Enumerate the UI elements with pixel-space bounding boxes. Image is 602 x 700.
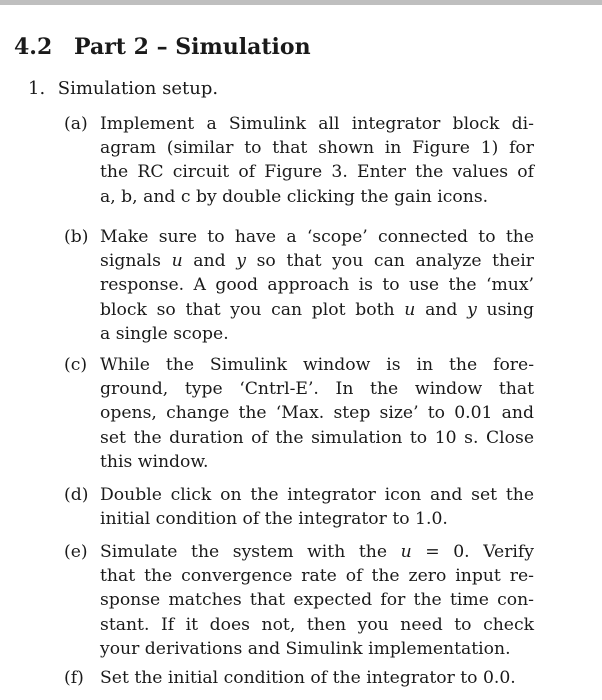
text-line: [100, 588, 534, 612]
text-segment: = 0. Verify: [411, 542, 534, 562]
item-marker: (e): [64, 542, 88, 562]
text-line: [100, 322, 534, 346]
list-item-e: [64, 540, 534, 661]
text-line: [100, 564, 534, 588]
math-variable: y: [236, 251, 246, 272]
text-segment: agram (similar to that shown in Figure 1) for: [100, 138, 534, 159]
item-marker: (f): [64, 668, 84, 688]
section-heading: [14, 34, 311, 60]
text-segment: response. A good approach is to use the ‘mux’: [100, 275, 534, 296]
section-number: 4.2: [14, 34, 53, 60]
text-line: [100, 483, 534, 507]
math-variable: u: [171, 251, 183, 272]
text-segment: opens, change the ‘Max. step size’ to 0.01 and: [100, 403, 534, 424]
text-line: [100, 249, 534, 273]
text-segment: sponse matches that expected for the time con-: [100, 590, 534, 611]
list-item-c: [64, 353, 534, 474]
list-item-a: [64, 112, 534, 209]
math-variable: y: [467, 299, 477, 320]
text-segment: signals: [100, 251, 172, 272]
text-segment: set the duration of the simulation to 10 s. Close: [100, 427, 534, 448]
text-segment: block so that you can plot both: [100, 299, 405, 320]
text-line: [100, 401, 534, 425]
text-segment: While the Simulink window is in the fore-: [100, 355, 534, 375]
text-line: [100, 112, 534, 136]
math-variable: u: [404, 299, 416, 320]
task-title: Simulation setup.: [57, 78, 219, 99]
text-segment: that the convergence rate of the zero input re-: [100, 566, 534, 587]
text-segment: Make sure to have a ‘scope’ connected to the: [100, 227, 534, 247]
text-line: [100, 507, 534, 531]
text-segment: so that you can analyze their: [245, 251, 535, 272]
task-number: 1.: [28, 78, 46, 99]
item-body: [100, 540, 534, 661]
text-line: [100, 298, 534, 322]
text-segment: the RC circuit of Figure 3. Enter the values of: [100, 162, 534, 183]
text-line: [100, 637, 534, 661]
section-title: Part 2 – Simulation: [74, 34, 311, 60]
text-line: [100, 353, 534, 377]
text-segment: Set the initial condition of the integrator to 0.0.: [100, 668, 516, 688]
text-segment: Simulate the system with the: [100, 542, 401, 562]
text-segment: this window.: [100, 451, 209, 472]
text-segment: and: [182, 251, 237, 272]
item-marker: (b): [64, 227, 89, 247]
item-body: [100, 666, 534, 690]
list-item-b: [64, 225, 534, 346]
text-segment: a single scope.: [100, 323, 229, 344]
list-item-f: [64, 666, 534, 690]
text-segment: your derivations and Simulink implementation.: [100, 638, 511, 659]
item-body: [100, 483, 534, 531]
item-marker: (c): [64, 355, 88, 375]
text-line: [100, 426, 534, 450]
text-line: [100, 273, 534, 297]
item-marker: (d): [64, 485, 89, 505]
text-line: [100, 136, 534, 160]
text-segment: a, b, and c by double clicking the gain icons.: [100, 186, 489, 207]
text-line: [100, 540, 534, 564]
text-segment: using: [476, 299, 534, 320]
text-line: [100, 160, 534, 184]
text-line: [100, 185, 534, 209]
task-heading: [28, 78, 218, 99]
text-segment: stant. If it does not, then you need to check: [100, 614, 534, 635]
item-body: [100, 225, 534, 346]
math-variable: u: [400, 542, 412, 562]
text-segment: Implement a Simulink all integrator block di-: [100, 114, 534, 134]
text-line: [100, 666, 534, 690]
text-line: [100, 377, 534, 401]
text-line: [100, 450, 534, 474]
text-line: [100, 613, 534, 637]
text-line: [100, 225, 534, 249]
text-segment: initial condition of the integrator to 1.0.: [100, 509, 448, 530]
text-segment: and: [415, 299, 468, 320]
list-item-d: [64, 483, 534, 531]
item-marker: (a): [64, 114, 88, 134]
text-segment: ground, type ‘Cntrl-E’. In the window that: [100, 379, 534, 400]
item-body: [100, 353, 534, 474]
top-divider: [0, 0, 602, 5]
item-body: [100, 112, 534, 209]
text-segment: Double click on the integrator icon and set the: [100, 485, 534, 505]
